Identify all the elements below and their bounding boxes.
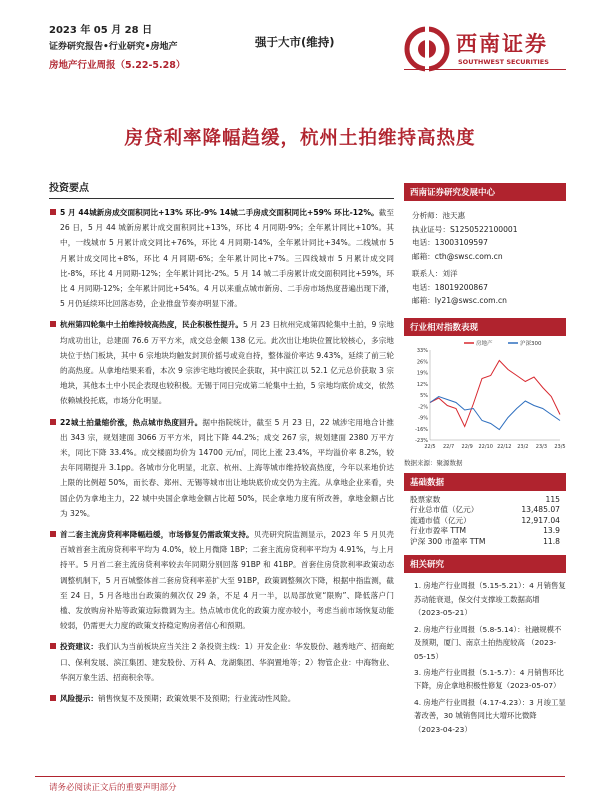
logo-name-cn: 西南证券 [456, 32, 548, 56]
row-value: 11.8 [543, 536, 560, 546]
logo-name-en: SOUTHWEST SECURITIES [458, 58, 549, 66]
row-label: 行业市盈率 TTM [410, 526, 467, 536]
paragraph-text: 我们认为当前板块应当关注 2 条投资主线：1）开发企业：华发股份、越秀地产、招商蛇口、保利发展、滨江集团、建发股份、万科 A、龙湖集团、华润置地等；2）物管企业：中海物业、华润万象生活、招商积余等。 [60, 642, 395, 682]
analyst-line: 电话：18019200867 [412, 282, 488, 292]
report-category: 证券研究报告•行业研究•房地产 [49, 42, 178, 52]
y-tick-label: 19% [416, 370, 428, 376]
bullet-icon [50, 209, 56, 215]
table-row [404, 495, 566, 506]
y-tick-label: -9% [418, 415, 428, 421]
table-row [404, 526, 566, 537]
row-label: 行业总市值（亿元） [410, 505, 479, 515]
report-date: 2023 年 05 月 28 日 [49, 25, 153, 36]
y-tick-label: -16% [415, 426, 428, 433]
table-row [404, 537, 566, 548]
analyst-line: 邮箱：ly21@swsc.com.cn [412, 296, 507, 305]
x-tick-label: 23/3 [535, 443, 548, 450]
sidebar [404, 183, 566, 739]
series-line [430, 360, 560, 426]
related-report-link[interactable]: 3. 房地产行业周报（5.1-5.7）：4 月销售环比下降，房企拿地积极性修复（2023-05-07） [414, 667, 564, 691]
highlight-paragraph [49, 317, 394, 408]
paragraph-text: 5 月 23 日杭州完成第四轮集中土拍，9 宗地均成功出让，总建面 76.6 万平方米，成交总金额 138 亿元。此次出让地块位置比较核心，多宗地块位于热门板块，其中 6 宗地块均触发封顶价摇号或竞自持，整体溢价率达 9.43%，延续了前三轮的高热度。从拿地结果来看，本次 9 宗涉宅地均被民企获取，其中滨江以 52.1 亿元总价获取 3 宗地块，其他本土中小民企表现也较积极。无锡于同日完成第二轮集中土拍，5 宗地均底价成交，依然依赖城投托底，市场分化明显。 [60, 320, 394, 406]
x-tick-label: 22/9 [461, 443, 473, 450]
x-tick-label: 23/2 [517, 443, 529, 450]
y-tick-label: 5% [420, 392, 428, 399]
related-report-link[interactable]: 1. 房地产行业周报（5.15-5.21）：4 月销售复苏动能衰退，保交付支撑竣工数据高增 （2023-05-21） [414, 581, 566, 618]
legend-label: 房地产 [476, 340, 493, 347]
highlight-paragraph [49, 691, 394, 706]
row-value: 13,485.07 [521, 505, 560, 515]
highlight-paragraph [49, 527, 394, 633]
x-tick-label: 22/10 [478, 443, 493, 450]
analyst-heading: 西南证券研究发展中心 [404, 183, 566, 201]
x-tick-label: 22/5 [424, 443, 436, 450]
related-report-link[interactable]: 4. 房地产行业周报（4.17-4.23）：3 月竣工显著改善，30 城销售同比大增环比微降 （2023-04-23） [414, 697, 566, 734]
bullet-icon [50, 531, 56, 537]
bullet-icon [50, 695, 56, 701]
y-tick-label: 33% [416, 347, 428, 354]
highlight-paragraph [49, 639, 394, 685]
bullet-icon [50, 419, 56, 425]
chart-source: 数据来源：聚源数据 [404, 458, 463, 467]
logo-emblem-icon [404, 26, 450, 72]
rating: 强于大市(维持) [255, 35, 335, 49]
related-heading: 相关研究 [404, 555, 566, 573]
related-report-link[interactable]: 2. 房地产行业周报（5.8-5.14）：社融规模不及预期，厦门、南京土拍热度较高 （2023-05-15） [414, 624, 562, 661]
report-title: 房贷利率降幅趋缓，杭州土拍维持高热度 [124, 128, 476, 149]
paragraph-lead: 22城土拍量缩价涨，热点城市热度回升。 [60, 417, 203, 427]
paragraph-lead: 风险提示： [60, 694, 98, 704]
analyst-line: 电话：13003109597 [412, 238, 488, 247]
x-tick-label: 22/7 [442, 443, 455, 450]
paragraph-lead: 首二套主流房贷利率降幅趋缓，市场修复仍需政策支持。 [60, 530, 254, 540]
perf-chart-heading: 行业相对指数表现 [404, 318, 566, 336]
perf-line-chart [404, 336, 566, 456]
table-row [404, 505, 566, 516]
series-line [430, 396, 560, 429]
table-row [404, 516, 566, 527]
divider [49, 198, 394, 199]
paragraph-text: 截至 26 日，5 月 44 城新房累计成交面积同比+13%，环比 4 月同期-9%；全年累计同比+10%。其中，一线城市 5 月累计成交同比+76%，环比 4 月同期-14%，全年累计同比+34%。二线城市 5 月累计成交同比+8%，环比 4 月同期-6%；全年累计同比+7%。三四线城市 5 月累计成交同比-8%，环比 4 月同期-12%；全年累计同比-2%。5 月 14 城二手房累计成交面积同比+59%，环比 4 月同期-12%；全年累计同比+54%。4 月以来重点城市新房、二手房市场热度普遍出现下滑，5 月仍延续环比回落态势，企业推盘节奏亦明显下滑。 [60, 208, 394, 309]
y-tick-label: 26% [416, 358, 428, 365]
row-label: 沪深 300 市盈率 TTM [410, 536, 486, 546]
paragraph-lead: 投资建议： [60, 642, 99, 652]
row-value: 115 [545, 494, 560, 504]
company-logo [404, 26, 580, 74]
highlight-paragraph [49, 415, 394, 521]
row-value: 12,917.04 [521, 515, 560, 525]
y-tick-label: -2% [418, 403, 428, 410]
basic-data-table [404, 495, 566, 548]
highlights-section [49, 179, 394, 712]
footer-rule [35, 776, 565, 777]
perf-chart-section [404, 318, 566, 467]
y-tick-label: 12% [416, 381, 428, 388]
bullet-icon [50, 321, 56, 327]
highlights-heading: 投资要点 [49, 183, 89, 194]
paragraph-text: 据中指院统计，截至 5 月 23 日，22 城涉宅用地合计推出 343 宗，规划建面 3066 万平方米，同比下降 44.2%；成交 267 宗，规划建面 2380 万平方米，同比下降 33.4%。成交楼面均价为 14700 元/㎡，同比上涨 23.4%，平均溢价率 8.2%，较去年同期提升 3.1pp。各城市分化明显，北京、杭州、上海等城市维持较高热度，今年以来地价达上限的比例超 50%，而长春、郑州、无锡等城市出让地块底价成交仍为主流。从拿地企业来看，央国企仍为拿地主力，22 城中央国企拿地金额占比超 50%，民企拿地力度有所改善，拿地金额占比为 32%。 [60, 417, 394, 518]
legend-label: 沪深300 [520, 340, 542, 347]
analyst-line: 分析师：池天惠 [412, 211, 466, 220]
header-rule [404, 69, 566, 70]
y-tick-label: -23% [415, 437, 428, 444]
row-label: 股票家数 [410, 494, 441, 504]
paragraph-lead: 杭州第四轮集中土拍维持较高热度，民企积极性提升。 [60, 320, 243, 330]
highlight-paragraph [49, 205, 394, 311]
x-tick-label: 23/5 [554, 443, 566, 450]
report-series: 房地产行业周报（5.22-5.28） [49, 60, 186, 71]
paragraph-text: 销售恢复不及预期；政策效果不及预期；行业流动性风险。 [97, 694, 296, 704]
analyst-line: 邮箱：cth@swsc.com.cn [412, 251, 503, 261]
x-tick-label: 22/12 [497, 443, 512, 450]
analyst-line: 执业证号：S1250522100001 [412, 224, 518, 234]
basic-data-heading: 基础数据 [404, 473, 566, 491]
paragraph-text: 贝壳研究院监测显示，2023 年 5 月贝壳百城首套主流房贷利率平均为 4.0%，较上月微降 1BP；二套主流房贷利率平均为 4.91%，与上月持平。5 月首二套主流房贷利率较去年同期分别回落 91BP 和 41BP。首套住房贷款利率政策动态调整机制下，5 月百城整体首二套房贷利率差扩大至 91BP，政策调整频次下降，根据中指监测，截至 24 日，5 月各地出台政策的频次仅 29 条，不足 4 月一半，以局部放宽“限购”、降低落户门槛、发放购房补贴等政策边际微调为主。热点城市优化的政策力度亦较小，考虑当前市场恢复动能较弱，仍需更大力度的政策支持稳定购房者信心和预期。 [60, 530, 395, 631]
analyst-line: 联系人：刘洋 [412, 269, 458, 278]
row-label: 流通市值（亿元） [410, 515, 471, 525]
row-value: 13.9 [543, 526, 560, 536]
bullet-icon [50, 643, 56, 649]
footer-disclaimer: 请务必阅读正文后的重要声明部分 [49, 783, 177, 793]
paragraph-lead: 5 月 44城新房成交面积同比+13% 环比-9% 14城二手房成交面积同比+59% 环比-12%。 [60, 208, 379, 217]
